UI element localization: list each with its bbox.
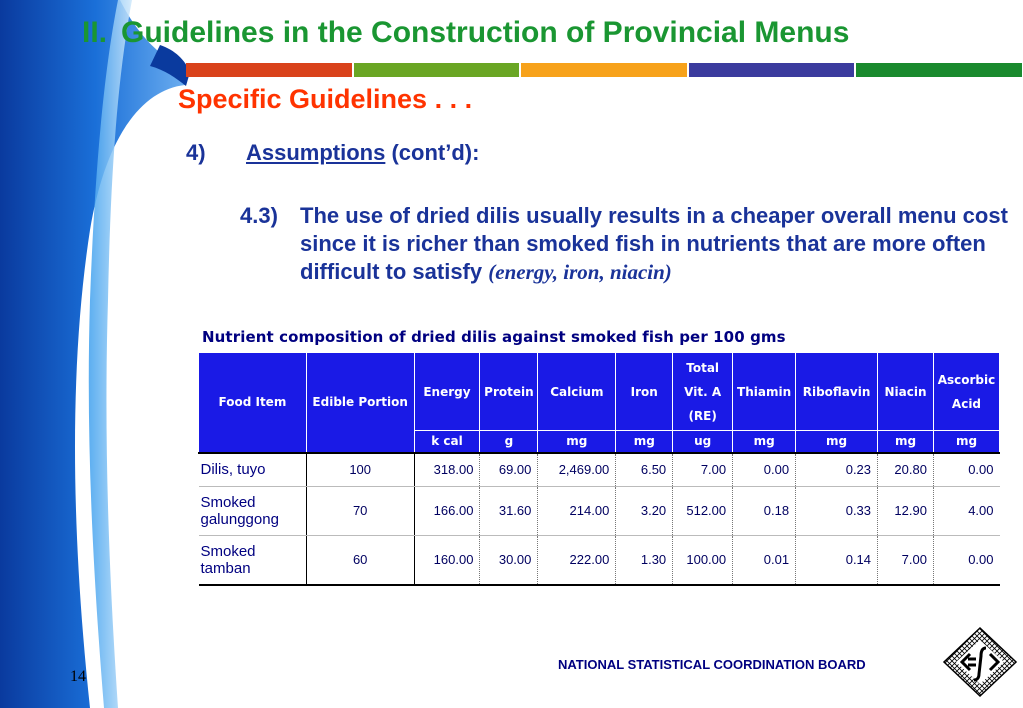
unit-cell: k cal <box>414 431 480 453</box>
value-cell: 60 <box>306 535 414 585</box>
unit-cell: mg <box>933 431 999 453</box>
value-cell: 12.90 <box>878 486 934 535</box>
value-cell: 6.50 <box>616 453 673 487</box>
left-swoosh-decoration <box>0 0 200 708</box>
table-row <box>199 486 1000 535</box>
table-header-row <box>199 353 1000 431</box>
header-iron: Iron <box>616 353 673 431</box>
value-cell: 3.20 <box>616 486 673 535</box>
unit-cell: mg <box>796 431 878 453</box>
header-vitamin-a-line1: Total <box>686 360 720 375</box>
slide-title <box>82 16 849 50</box>
header-protein: Protein <box>480 353 538 431</box>
header-calcium: Calcium <box>538 353 616 431</box>
food-item-cell: Smoked galunggong <box>199 486 307 535</box>
value-cell: 0.00 <box>733 453 796 487</box>
value-cell: 214.00 <box>538 486 616 535</box>
value-cell: 69.00 <box>480 453 538 487</box>
header-ascorbic-line1: Ascorbic <box>937 372 996 387</box>
stripe-segment <box>689 63 855 77</box>
slide-subtitle: Specific Guidelines . . . <box>178 84 473 114</box>
subpoint-italic: (energy, iron, niacin) <box>488 260 672 284</box>
value-cell: 318.00 <box>414 453 480 487</box>
value-cell: 70 <box>306 486 414 535</box>
footer-organization: NATIONAL STATISTICAL COORDINATION BOARD <box>558 657 866 672</box>
unit-cell: mg <box>733 431 796 453</box>
value-cell: 100 <box>306 453 414 487</box>
value-cell: 31.60 <box>480 486 538 535</box>
food-item-cell: Smoked tamban <box>199 535 307 585</box>
subpoint-body: The use of dried dilis usually results in a cheaper overall menu cost since it is richer than smoked fish in nutrients that are more often difficult to satisfy <box>300 203 1008 284</box>
point-suffix: (cont’d): <box>385 140 480 165</box>
header-ascorbic-acid <box>933 353 999 431</box>
stripe-segment <box>521 63 687 77</box>
header-energy: Energy <box>414 353 480 431</box>
value-cell: 0.00 <box>933 453 999 487</box>
value-cell: 1.30 <box>616 535 673 585</box>
value-cell: 0.00 <box>933 535 999 585</box>
value-cell: 4.00 <box>933 486 999 535</box>
stripe-segment <box>186 63 352 77</box>
value-cell: 512.00 <box>673 486 733 535</box>
subpoint-text <box>300 202 1020 286</box>
value-cell: 7.00 <box>878 535 934 585</box>
unit-cell: mg <box>878 431 934 453</box>
point-heading <box>186 140 479 166</box>
title-text: Guidelines in the Construction of Provincial Menus <box>121 16 850 49</box>
unit-cell: mg <box>538 431 616 453</box>
value-cell: 0.23 <box>796 453 878 487</box>
stripe-segment <box>354 63 520 77</box>
value-cell: 0.18 <box>733 486 796 535</box>
page-number: 14 <box>70 668 86 685</box>
subpoint-number: 4.3) <box>240 203 278 228</box>
header-food-item: Food Item <box>199 353 307 453</box>
unit-cell: mg <box>616 431 673 453</box>
value-cell: 7.00 <box>673 453 733 487</box>
header-vitamin-a-line2: Vit. A <box>684 384 722 399</box>
header-vitamin-a <box>673 353 733 431</box>
value-cell: 20.80 <box>878 453 934 487</box>
title-number: II. <box>82 16 108 49</box>
value-cell: 30.00 <box>480 535 538 585</box>
value-cell: 160.00 <box>414 535 480 585</box>
value-cell: 222.00 <box>538 535 616 585</box>
food-item-cell: Dilis, tuyo <box>199 453 307 487</box>
header-edible-portion: Edible Portion <box>306 353 414 453</box>
value-cell: 100.00 <box>673 535 733 585</box>
header-vitamin-a-line3: (RE) <box>688 408 717 423</box>
point-number: 4) <box>186 140 206 165</box>
header-thiamin: Thiamin <box>733 353 796 431</box>
value-cell: 0.14 <box>796 535 878 585</box>
value-cell: 0.01 <box>733 535 796 585</box>
header-ascorbic-line2: Acid <box>951 396 982 411</box>
table-row <box>199 535 1000 585</box>
stripe-segment <box>856 63 1022 77</box>
value-cell: 2,469.00 <box>538 453 616 487</box>
table-title: Nutrient composition of dried dilis against smoked fish per 100 gms <box>202 328 786 346</box>
table-row <box>199 453 1000 487</box>
header-niacin: Niacin <box>878 353 934 431</box>
header-riboflavin: Riboflavin <box>796 353 878 431</box>
unit-cell: ug <box>673 431 733 453</box>
color-stripe <box>186 63 1022 77</box>
nscb-logo-icon <box>942 626 1018 698</box>
nutrient-table <box>198 352 1000 586</box>
value-cell: 0.33 <box>796 486 878 535</box>
unit-cell: g <box>480 431 538 453</box>
value-cell: 166.00 <box>414 486 480 535</box>
point-label: Assumptions <box>246 140 386 165</box>
